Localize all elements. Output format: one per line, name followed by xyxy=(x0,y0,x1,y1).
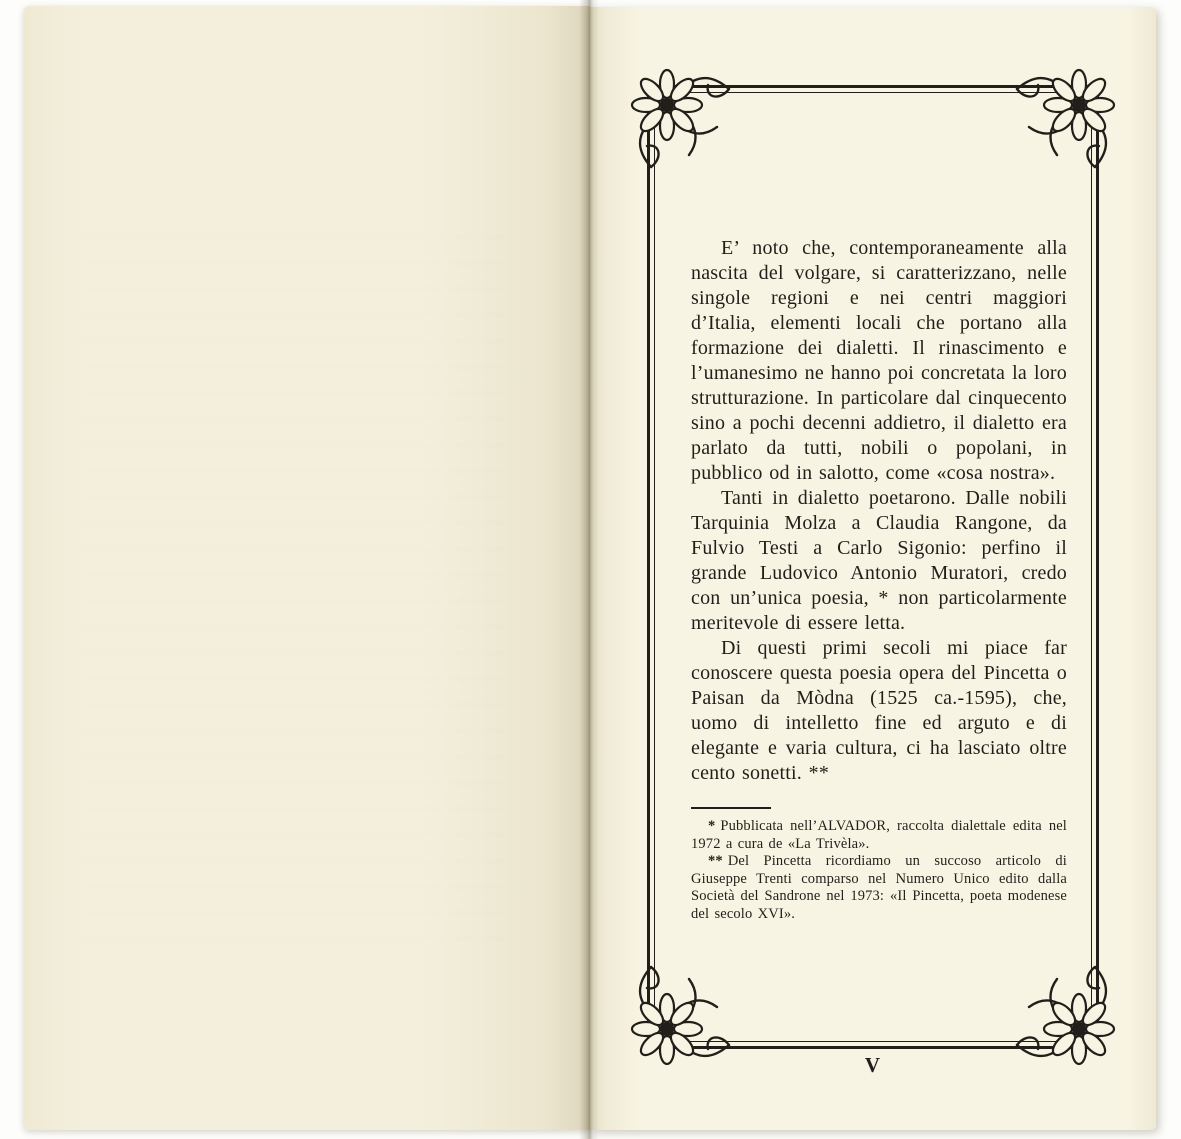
floral-corner-top-right-icon xyxy=(1009,61,1123,175)
footnote-2 xyxy=(691,853,1067,923)
paragraph-1: E’ noto che, contemporaneamente alla nascita del volgare, si caratterizzano, nelle singole regioni e nei centri maggiori d’Italia, elementi locali che portano alla formazione dei dialetti. Il rinascimento e l’umanesimo ne hanno poi concretata la loro strutturazione. In particolare dal cinquecento sino a pochi decenni addietro, il dialetto era parlato da tutti, nobili o popolani, in pubblico od in salotto, come «cosa nostra». xyxy=(691,237,1067,484)
footnote-1 xyxy=(691,818,1067,853)
footnote-2-text: Del Pincetta ricordiamo un succoso articolo di Giuseppe Trenti comparso nel Numero Unico edito dalla Società del Sandrone nel 1973: «Il Pincetta, poeta modenese del secolo XVI». xyxy=(691,853,1067,922)
paragraph-2: Tanti in dialetto poetarono. Dalle nobili Tarquinia Molza a Claudia Rangone, da Fulvio Testi a Carlo Sigonio: perfino il grande Ludovico Antonio Muratori, credo con un’unica poesia, * non particolarmente meritevole di essere letta. xyxy=(691,487,1067,634)
floral-corner-bottom-right-icon xyxy=(1009,959,1123,1073)
ornamental-frame xyxy=(647,85,1099,1049)
page-text-column xyxy=(691,236,1067,923)
book-spine xyxy=(579,0,599,1139)
footnote-1-marker: * xyxy=(708,818,716,834)
paragraph-3: Di questi primi secoli mi piace far conoscere questa poesia opera del Pincetta o Paisan da Mòdna (1525 ca.-1595), che, uomo di intelletto fine ed arguto e di elegante e varia cultura, ci ha lasciato oltre cento sonetti. ** xyxy=(691,637,1067,784)
floral-corner-bottom-left-icon xyxy=(623,959,737,1073)
page-number: V xyxy=(864,1053,882,1077)
footnote-1-text: Pubblicata nell’ALVADOR, raccolta dialettale edita nel 1972 a cura de «La Trivèla». xyxy=(691,818,1067,852)
right-page xyxy=(590,7,1156,1130)
left-page-blank xyxy=(24,6,590,1130)
footnote-separator-rule xyxy=(691,807,771,809)
footnote-2-marker: ** xyxy=(708,853,723,869)
floral-corner-top-left-icon xyxy=(623,61,737,175)
